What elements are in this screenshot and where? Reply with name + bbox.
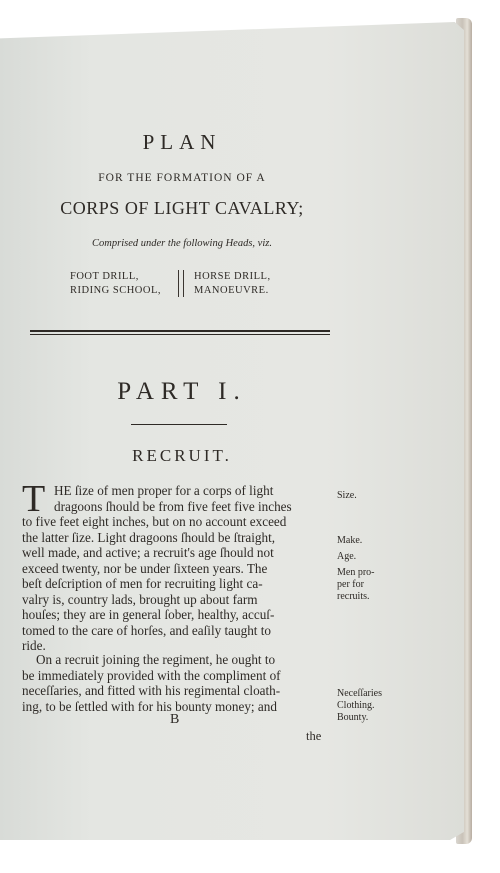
double-rule-top <box>30 330 330 332</box>
paragraph-line: beſt deſcription of men for recruiting light ca- <box>22 576 263 591</box>
corps-title: CORPS OF LIGHT CAVALRY; <box>60 198 304 218</box>
margin-note-size: Size. <box>337 490 357 501</box>
paragraph-line: exceed twenty, nor be under ſixteen years. The <box>22 560 268 576</box>
paragraph-line: ing, to be ſettled with for his bounty money; and <box>22 698 277 714</box>
paragraph-line: dragoons ſhould be from five feet five inches <box>54 498 292 514</box>
head-riding-school: RIDING SCHOOL, <box>70 285 161 296</box>
section-title: RECRUIT. <box>132 446 232 465</box>
margin-note-bounty: Bounty. <box>337 712 369 723</box>
margin-note-clothing: Clothing. <box>337 700 375 711</box>
paragraph-line: the latter ſize. Light dragoons ſhould be ſtraight, <box>22 529 276 545</box>
head-manoeuvre: MANOEUVRE. <box>194 285 269 296</box>
head-foot-drill: FOOT DRILL, <box>70 271 139 282</box>
catchword: the <box>306 729 322 743</box>
paragraph-1 <box>22 478 332 654</box>
paragraph-line: to five feet eight inches, but on no account exceed <box>22 514 287 529</box>
margin-note-age: Age. <box>337 551 357 562</box>
margin-note-men-pro: Men pro- <box>337 567 375 578</box>
formation-subtitle: FOR THE FORMATION OF A <box>98 172 266 184</box>
margin-note-necessaries: Neceſſaries <box>337 688 382 699</box>
paragraph-line: ride. <box>22 638 46 653</box>
margin-note-make: Make. <box>337 535 363 546</box>
paragraph-line: be immediately provided with the compliment of <box>22 667 281 683</box>
paragraph-line: valry is, country lads, brought up about farm <box>22 591 258 607</box>
paragraph-line: HE ſize of men proper for a corps of light <box>54 483 274 498</box>
heads-divider <box>178 270 184 297</box>
drop-cap: T <box>22 478 46 520</box>
paragraph-2 <box>22 652 332 714</box>
signature-mark: B <box>170 712 180 727</box>
double-rule-bottom <box>30 334 330 335</box>
paragraph-line: houſes; they are in general ſober, healthy, accuſ- <box>22 607 275 622</box>
paragraph-line: tomed to the care of horſes, and eaſily taught to <box>22 622 272 638</box>
paragraph-line: On a recruit joining the regiment, he ought to <box>36 652 276 667</box>
plan-title: PLAN <box>142 130 222 154</box>
margin-note-recruits: recruits. <box>337 591 370 602</box>
short-rule <box>131 424 227 425</box>
margin-note-per-for: per for <box>337 579 364 590</box>
paragraph-line: neceſſaries, and fitted with his regimental cloath- <box>22 683 281 698</box>
paragraph-line: well made, and active; a recruit's age ſhould not <box>22 545 274 560</box>
head-horse-drill: HORSE DRILL, <box>194 271 271 282</box>
part-title: PART I. <box>117 378 247 405</box>
comprised-heading: Comprised under the following Heads, viz. <box>92 238 272 249</box>
